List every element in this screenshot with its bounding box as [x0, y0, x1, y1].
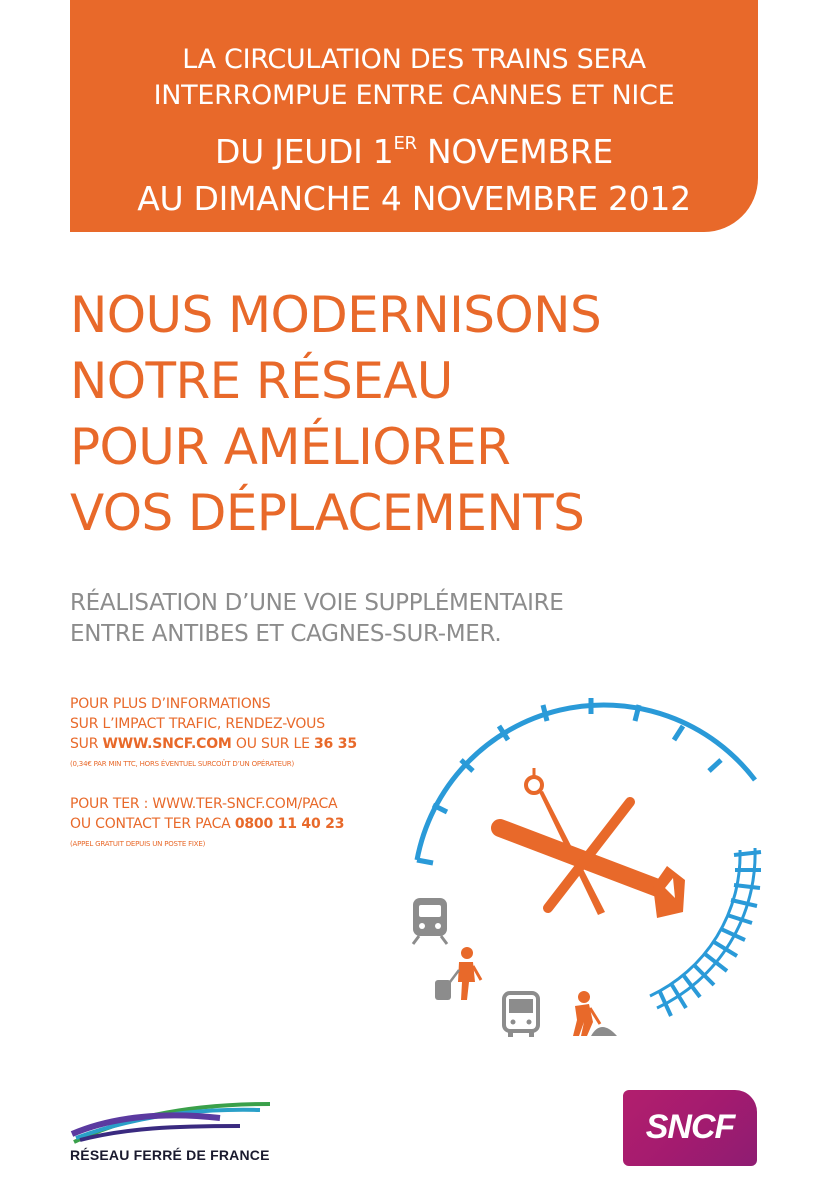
rff-logo-text: RÉSEAU FERRÉ DE FRANCE	[70, 1147, 270, 1163]
info-line: POUR PLUS D’INFORMATIONS	[70, 696, 271, 712]
worker-shovel-icon	[573, 991, 617, 1036]
train-icon	[413, 898, 447, 944]
banner-date-start: DU JEUDI 1ER NOVEMBRE	[215, 132, 613, 171]
info-line: OU CONTACT TER PACA 0800 11 40 23	[70, 816, 345, 832]
banner-line-1: LA CIRCULATION DES TRAINS SERA	[182, 44, 646, 75]
subhead-line: RÉALISATION D’UNE VOIE SUPPLÉMENTAIRE	[70, 590, 564, 616]
ter-website-line[interactable]: POUR TER : WWW.TER-SNCF.COM/PACA	[70, 796, 338, 812]
headline-line: NOUS MODERNISONS	[70, 286, 602, 344]
free-call-note: (APPEL GRATUIT DEPUIS UN POSTE FIXE)	[70, 840, 206, 848]
rff-logo-mark	[70, 1098, 280, 1146]
sncf-logo-text: SNCF	[645, 1108, 735, 1146]
traveler-luggage-icon	[435, 947, 481, 1000]
sncf-website-link[interactable]: WWW.SNCF.COM	[102, 736, 232, 752]
sncf-phone: 36 35	[314, 736, 357, 752]
gauge-arc	[417, 698, 755, 863]
closure-banner	[70, 0, 758, 232]
headline-line: VOS DÉPLACEMENTS	[70, 484, 585, 542]
sncf-info-block	[70, 694, 430, 770]
banner-date-end: AU DIMANCHE 4 NOVEMBRE 2012	[137, 179, 691, 218]
headline-line: NOTRE RÉSEAU	[70, 352, 453, 410]
info-line: SUR L’IMPACT TRAFIC, RENDEZ-VOUS	[70, 716, 325, 732]
bus-icon	[504, 993, 538, 1037]
ter-phone: 0800 11 40 23	[234, 816, 345, 832]
clock-gauge-icon	[395, 690, 805, 1070]
headline-line: POUR AMÉLIORER	[70, 418, 511, 476]
subhead-line: ENTRE ANTIBES ET CAGNES-SUR-MER.	[70, 621, 502, 647]
headline	[70, 282, 790, 546]
banner-line-2: INTERROMPUE ENTRE CANNES ET NICE	[153, 80, 675, 111]
pricing-note: (0,34€ PAR MIN TTC, HORS ÉVENTUEL SURCOÛT D’UN OPÉRATEUR)	[70, 760, 294, 768]
subheadline	[70, 588, 770, 650]
ter-info-block	[70, 794, 430, 850]
info-line: SUR WWW.SNCF.COM OU SUR LE 36 35	[70, 736, 357, 752]
sncf-logo	[623, 1090, 757, 1166]
